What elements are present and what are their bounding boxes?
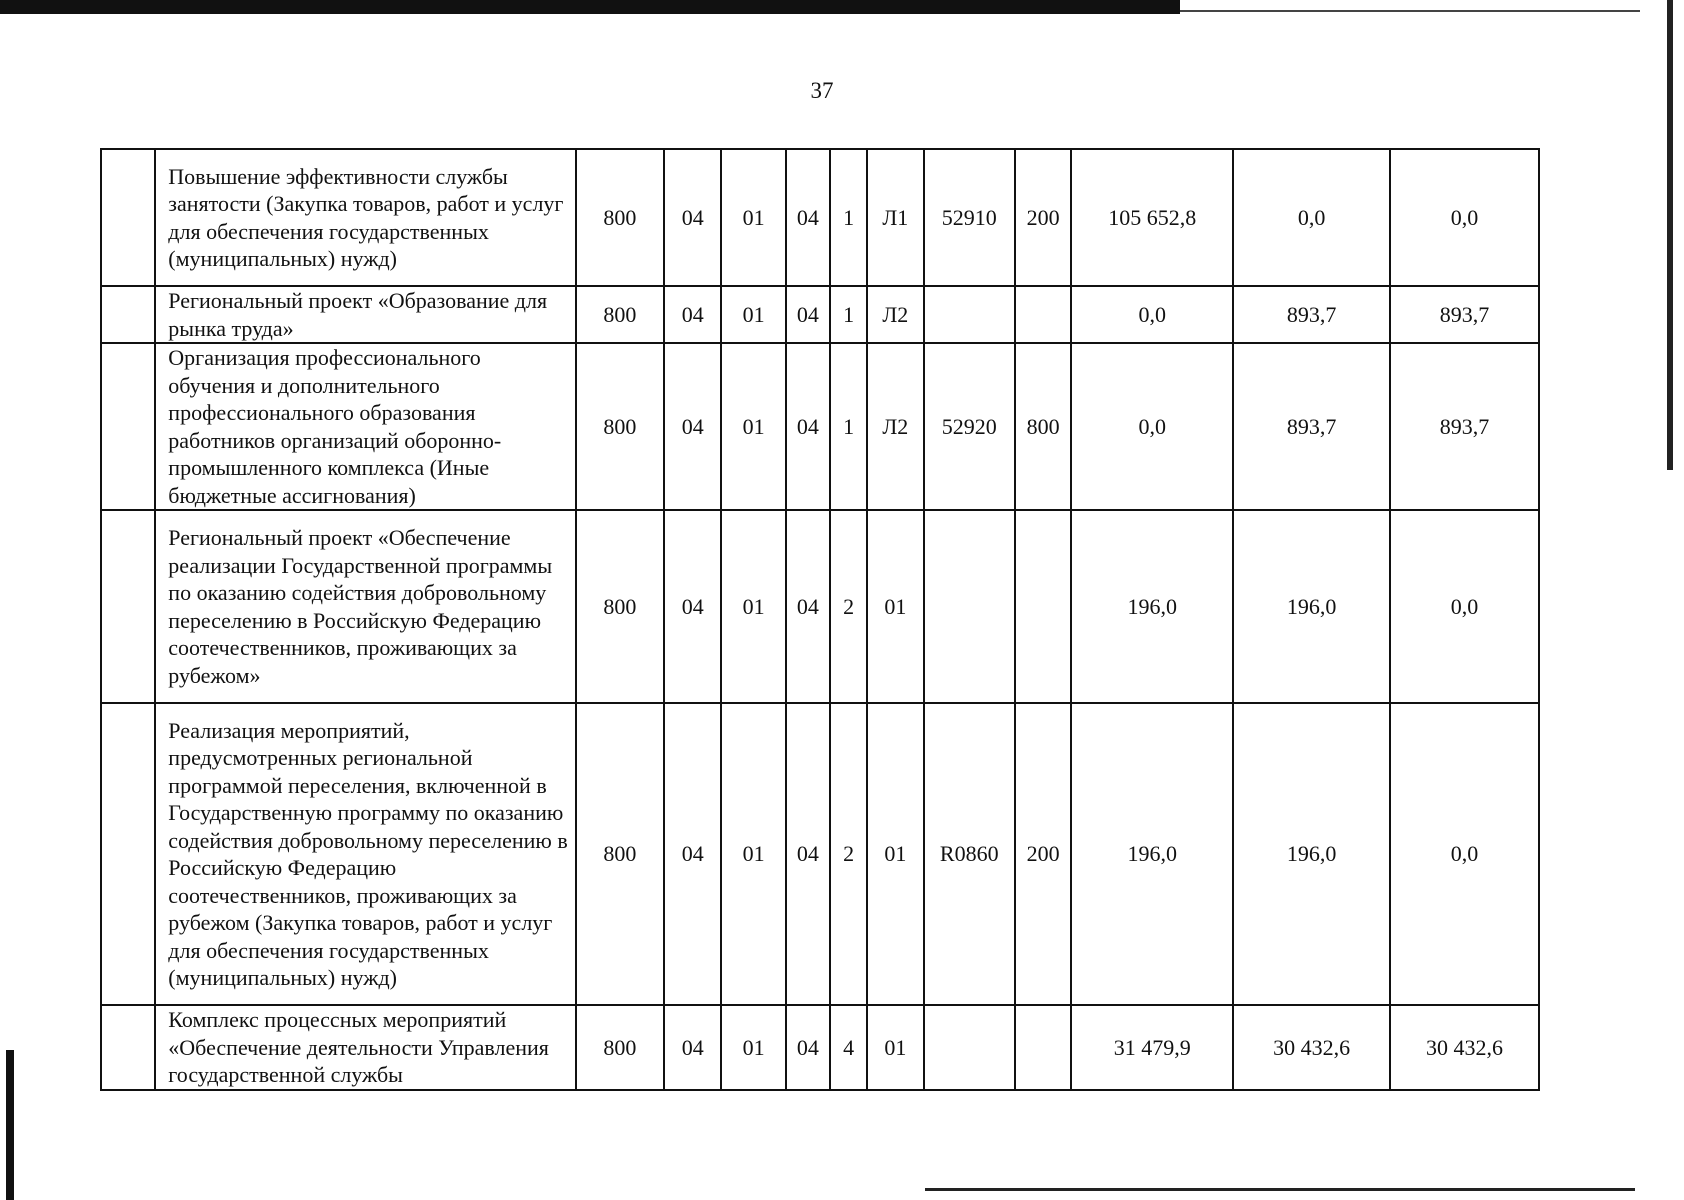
program-code: 04 <box>786 149 830 286</box>
amount-year-1: 105 652,8 <box>1071 149 1233 286</box>
item-name: Региональный проект «Образование для рынка труда» <box>155 286 575 343</box>
subsection-code: 01 <box>721 286 785 343</box>
item-name: Реализация мероприятий, предусмотренных региональной программой переселения, включенной в Государственную программу по оказанию содействия добровольному переселению в Российскую Федерацию соотечественников, проживающих за рубежом (Закупка товаров, работ и услуг для обеспечения государственных (муниципальных) нужд) <box>155 703 575 1005</box>
amount-year-3: 0,0 <box>1390 510 1539 703</box>
amount-year-3: 893,7 <box>1390 286 1539 343</box>
scan-border-top <box>0 0 1180 14</box>
structural-element-code: 01 <box>867 510 923 703</box>
row-number-cell <box>101 1005 155 1090</box>
row-number-cell <box>101 149 155 286</box>
expense-type-code: 800 <box>1015 343 1071 510</box>
section-code: 04 <box>664 149 721 286</box>
program-code: 04 <box>786 510 830 703</box>
table-row <box>101 286 1539 343</box>
row-number-cell <box>101 703 155 1005</box>
item-name: Организация профессионального обучения и дополнительного профессионального образования работников организаций оборонно-промышленного комплекса (Иные бюджетные ассигнования) <box>155 343 575 510</box>
amount-year-2: 196,0 <box>1233 510 1390 703</box>
scan-border-bottom <box>925 1188 1635 1191</box>
amount-year-2: 893,7 <box>1233 343 1390 510</box>
subsection-code: 01 <box>721 149 785 286</box>
expense-type-code <box>1015 510 1071 703</box>
structural-element-code: 01 <box>867 1005 923 1090</box>
expense-type-code <box>1015 1005 1071 1090</box>
page-number: 37 <box>810 78 834 103</box>
item-name: Повышение эффективности службы занятости (Закупка товаров, работ и услуг для обеспечения государственных (муниципальных) нужд) <box>155 149 575 286</box>
section-code: 04 <box>664 286 721 343</box>
item-name: Комплекс процессных мероприятий «Обеспечение деятельности Управления государственной службы <box>155 1005 575 1090</box>
amount-year-1: 0,0 <box>1071 286 1233 343</box>
direction-code: 52910 <box>924 149 1016 286</box>
section-code: 04 <box>664 510 721 703</box>
program-type-code: 2 <box>830 703 867 1005</box>
table-row <box>101 1005 1539 1090</box>
amount-year-2: 893,7 <box>1233 286 1390 343</box>
table-row <box>101 510 1539 703</box>
ministry-code: 800 <box>576 286 664 343</box>
program-type-code: 1 <box>830 286 867 343</box>
amount-year-1: 0,0 <box>1071 343 1233 510</box>
amount-year-2: 196,0 <box>1233 703 1390 1005</box>
expense-type-code: 200 <box>1015 149 1071 286</box>
amount-year-3: 30 432,6 <box>1390 1005 1539 1090</box>
amount-year-2: 0,0 <box>1233 149 1390 286</box>
row-number-cell <box>101 343 155 510</box>
program-type-code: 4 <box>830 1005 867 1090</box>
program-code: 04 <box>786 286 830 343</box>
amount-year-3: 893,7 <box>1390 343 1539 510</box>
direction-code <box>924 1005 1016 1090</box>
amount-year-2: 30 432,6 <box>1233 1005 1390 1090</box>
amount-year-3: 0,0 <box>1390 703 1539 1005</box>
subsection-code: 01 <box>721 1005 785 1090</box>
program-type-code: 1 <box>830 343 867 510</box>
section-code: 04 <box>664 1005 721 1090</box>
structural-element-code: Л2 <box>867 343 923 510</box>
ministry-code: 800 <box>576 510 664 703</box>
subsection-code: 01 <box>721 510 785 703</box>
scan-border-top-thin <box>1180 10 1640 12</box>
section-code: 04 <box>664 343 721 510</box>
scan-border-right <box>1667 0 1673 470</box>
subsection-code: 01 <box>721 343 785 510</box>
subsection-code: 01 <box>721 703 785 1005</box>
table-row <box>101 703 1539 1005</box>
program-code: 04 <box>786 703 830 1005</box>
amount-year-1: 196,0 <box>1071 510 1233 703</box>
direction-code <box>924 510 1016 703</box>
row-number-cell <box>101 510 155 703</box>
amount-year-3: 0,0 <box>1390 149 1539 286</box>
table-row <box>101 149 1539 286</box>
table-row <box>101 343 1539 510</box>
amount-year-1: 31 479,9 <box>1071 1005 1233 1090</box>
direction-code: 52920 <box>924 343 1016 510</box>
row-number-cell <box>101 286 155 343</box>
item-name: Региональный проект «Обеспечение реализации Государственной программы по оказанию содействия добровольному переселению в Российскую Федерацию соотечественников, проживающих за рубежом» <box>155 510 575 703</box>
program-code: 04 <box>786 343 830 510</box>
direction-code: R0860 <box>924 703 1016 1005</box>
ministry-code: 800 <box>576 1005 664 1090</box>
expense-type-code <box>1015 286 1071 343</box>
program-type-code: 1 <box>830 149 867 286</box>
ministry-code: 800 <box>576 703 664 1005</box>
section-code: 04 <box>664 703 721 1005</box>
program-code: 04 <box>786 1005 830 1090</box>
program-type-code: 2 <box>830 510 867 703</box>
amount-year-1: 196,0 <box>1071 703 1233 1005</box>
structural-element-code: Л2 <box>867 286 923 343</box>
structural-element-code: 01 <box>867 703 923 1005</box>
budget-table <box>100 148 1540 1091</box>
direction-code <box>924 286 1016 343</box>
structural-element-code: Л1 <box>867 149 923 286</box>
scan-border-left <box>6 1050 14 1200</box>
ministry-code: 800 <box>576 343 664 510</box>
expense-type-code: 200 <box>1015 703 1071 1005</box>
ministry-code: 800 <box>576 149 664 286</box>
